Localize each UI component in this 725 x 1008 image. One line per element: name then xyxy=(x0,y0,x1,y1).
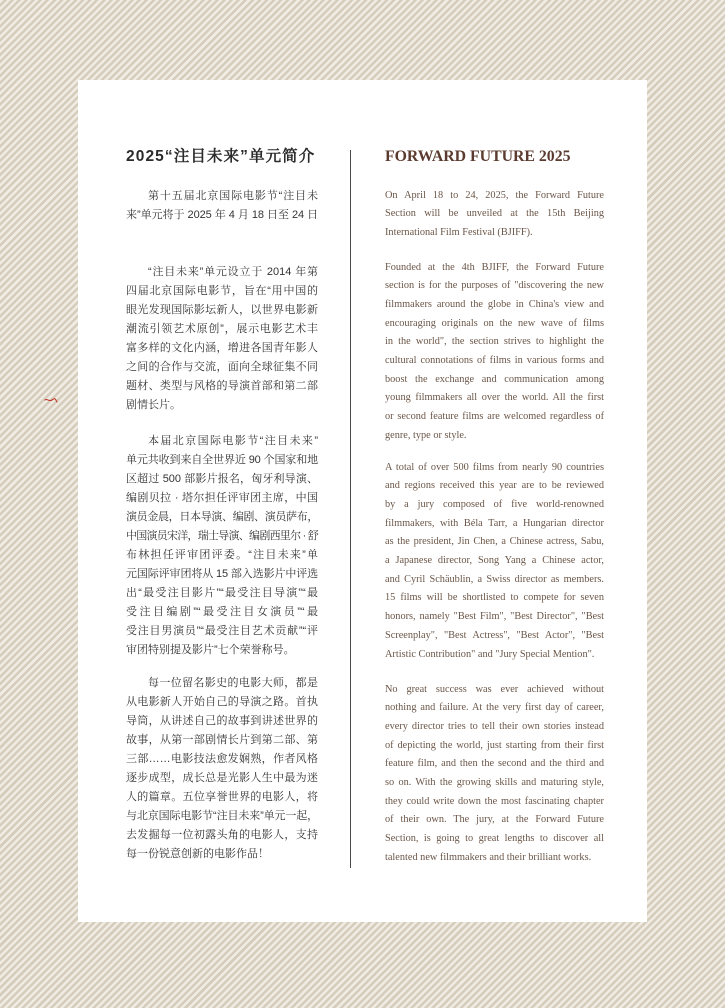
text-line: On April 18 to 24, 2025, the Forward Future xyxy=(385,189,604,201)
text-line: as the president, Jin Chen, a Chinese actress, Sabu, xyxy=(385,536,604,548)
text-line: 出“最受注目影片”“最受注目导演”“最 xyxy=(126,586,318,599)
text-line: No great success was ever achieved without xyxy=(385,683,604,695)
text-line: cultural connotations of films in various forms and xyxy=(385,355,604,367)
text-line: 布林担任评审团评委。“注目未来”单 xyxy=(126,548,318,561)
text-line: 从电影新人开始自己的导演之路。首执 xyxy=(126,695,318,708)
text-line: 潮流引领艺术原创”，展示电影艺术丰 xyxy=(126,322,318,335)
text-line: feature film, and then the second and the third and xyxy=(385,758,604,770)
text-line: 每一位留名影史的电影大师，都是 xyxy=(148,676,318,689)
text-line: 导筒，从讲述自己的故事到讲述世界的 xyxy=(126,714,318,727)
text-line: Screenplay", "Best Actress", "Best Actor", "Best xyxy=(385,629,604,641)
text-line: 审团特别提及影片”七个荣誉称号。 xyxy=(126,643,295,656)
text-line: 题材、类型与风格的导演首部和第二部 xyxy=(126,379,318,392)
text-line: boost the exchange and communication among xyxy=(385,373,604,385)
text-line: Section, is going to great lengths to discover all xyxy=(385,833,604,845)
red-ink-mark xyxy=(44,395,58,407)
text-line: 人的篇章。五位享誉世界的电影人，将 xyxy=(126,790,318,803)
text-line: A total of over 500 films from nearly 90 countries xyxy=(385,461,604,473)
text-line: Section will be unveiled at the 15th Beijing xyxy=(385,208,604,220)
text-line: 之间的合作与交流，面向全球征集不同 xyxy=(126,360,318,373)
text-line: 与北京国际电影节“注目未来”单元一起， xyxy=(126,809,318,822)
en-paragraph-mission xyxy=(385,681,604,868)
text-line: or second feature films are welcomed regardless of xyxy=(385,411,604,423)
text-line: 15 films will be shortlisted to compete for seven xyxy=(385,592,604,604)
text-line: 受注目编剧”“最受注目女演员”“最 xyxy=(126,605,318,618)
text-line: so on. With the growing skills and maturing style, xyxy=(385,777,604,789)
text-line: 演员金晨，日本导演、编剧、演员萨布， xyxy=(126,510,318,523)
text-line: 本届北京国际电影节“注目未来” xyxy=(148,434,318,447)
text-line: 去发掘每一位初露头角的电影人，支持 xyxy=(126,828,318,841)
en-paragraph-intro xyxy=(385,187,604,243)
text-line: 四届北京国际电影节，旨在“用中国的 xyxy=(126,284,318,297)
text-line: 来”单元将于 2025 年 4 月 18 日至 24 日 xyxy=(126,208,318,221)
column-divider xyxy=(350,150,351,868)
en-paragraph-jury xyxy=(385,459,604,665)
text-line: filmmakers around the globe in China's view and xyxy=(385,299,604,311)
text-line: of depicting the world, just starting from their first xyxy=(385,739,604,751)
zh-paragraph-intro xyxy=(126,187,318,225)
text-line: 逐步成型，成长总是光影人生中最为迷 xyxy=(126,771,318,784)
text-line: 区超过 500 部影片报名，匈牙利导演、 xyxy=(126,472,318,485)
text-line: 故事，从第一部剧情长片到第二部、第 xyxy=(126,733,318,746)
text-line: they could write down the most fascinating chapter xyxy=(385,795,604,807)
text-line: 剧情长片。 xyxy=(126,398,181,411)
text-line: Artistic Contribution" and "Jury Special Mention". xyxy=(385,648,595,660)
text-line: filmmakers, with Béla Tarr, a Hungarian director xyxy=(385,517,604,529)
text-line: of their own. The jury, at the Forward Future xyxy=(385,814,604,826)
text-line: Founded at the 4th BJIFF, the Forward Future xyxy=(385,261,604,273)
page-panel xyxy=(78,80,647,922)
text-line: a Japanese director, Song Yang a Chinese actor, xyxy=(385,555,604,567)
en-paragraph-history xyxy=(385,259,604,446)
text-line: 编剧贝拉 · 塔尔担任评审团主席，中国 xyxy=(126,491,318,504)
text-line: “注目未来”单元设立于 2014 年第 xyxy=(148,265,318,278)
text-line: 眼光发现国际影坛新人，以世界电影新 xyxy=(126,303,318,316)
text-line: 受注目男演员”“最受注目艺术贡献”“评 xyxy=(126,624,318,637)
english-title: FORWARD FUTURE 2025 xyxy=(385,148,571,165)
text-line: encouraging originals on the new wave of films xyxy=(385,317,604,329)
zh-paragraph-mission xyxy=(126,674,318,864)
text-line: 单元共收到来自全世界近 90 个国家和地 xyxy=(126,453,318,466)
text-line: every director tries to tell their own stories instead xyxy=(385,721,604,733)
text-line: 中国演员宋洋，瑞士导演、编剧西里尔 · 舒 xyxy=(126,529,318,542)
text-line: talented new filmmakers and their brilliant works. xyxy=(385,851,592,863)
text-line: 每一份锐意创新的电影作品！ xyxy=(126,847,269,860)
text-line: young filmmakers all over the world. All the first xyxy=(385,392,604,404)
chinese-title: 2025“注目未来”单元简介 xyxy=(126,148,316,165)
text-line: 第十五届北京国际电影节“注目未 xyxy=(148,189,318,202)
text-line: in the world", the section strives to highlight the xyxy=(385,336,604,348)
text-line: 元国际评审团将从 15 部入选影片中评选 xyxy=(126,567,318,580)
zh-paragraph-jury xyxy=(126,432,318,660)
text-line: genre, type or style. xyxy=(385,429,467,441)
text-line: by a jury composed of five world-renowned xyxy=(385,499,604,511)
text-line: 三部……电影技法愈发娴熟，作者风格 xyxy=(126,752,318,765)
text-line: nothing and failure. At the very first day of career, xyxy=(385,702,604,714)
text-line: and regions received this year are to be reviewed xyxy=(385,480,604,492)
text-line: and Cyril Schäublin, a Swiss director as members. xyxy=(385,573,604,585)
zh-paragraph-history xyxy=(126,263,318,415)
text-line: International Film Festival (BJIFF). xyxy=(385,227,533,239)
text-line: honors, namely "Best Film", "Best Director", "Best xyxy=(385,611,604,623)
text-line: section is for the purposes of "discovering the new xyxy=(385,280,604,292)
text-line: 富多样的文化内涵，增进各国青年影人 xyxy=(126,341,318,354)
